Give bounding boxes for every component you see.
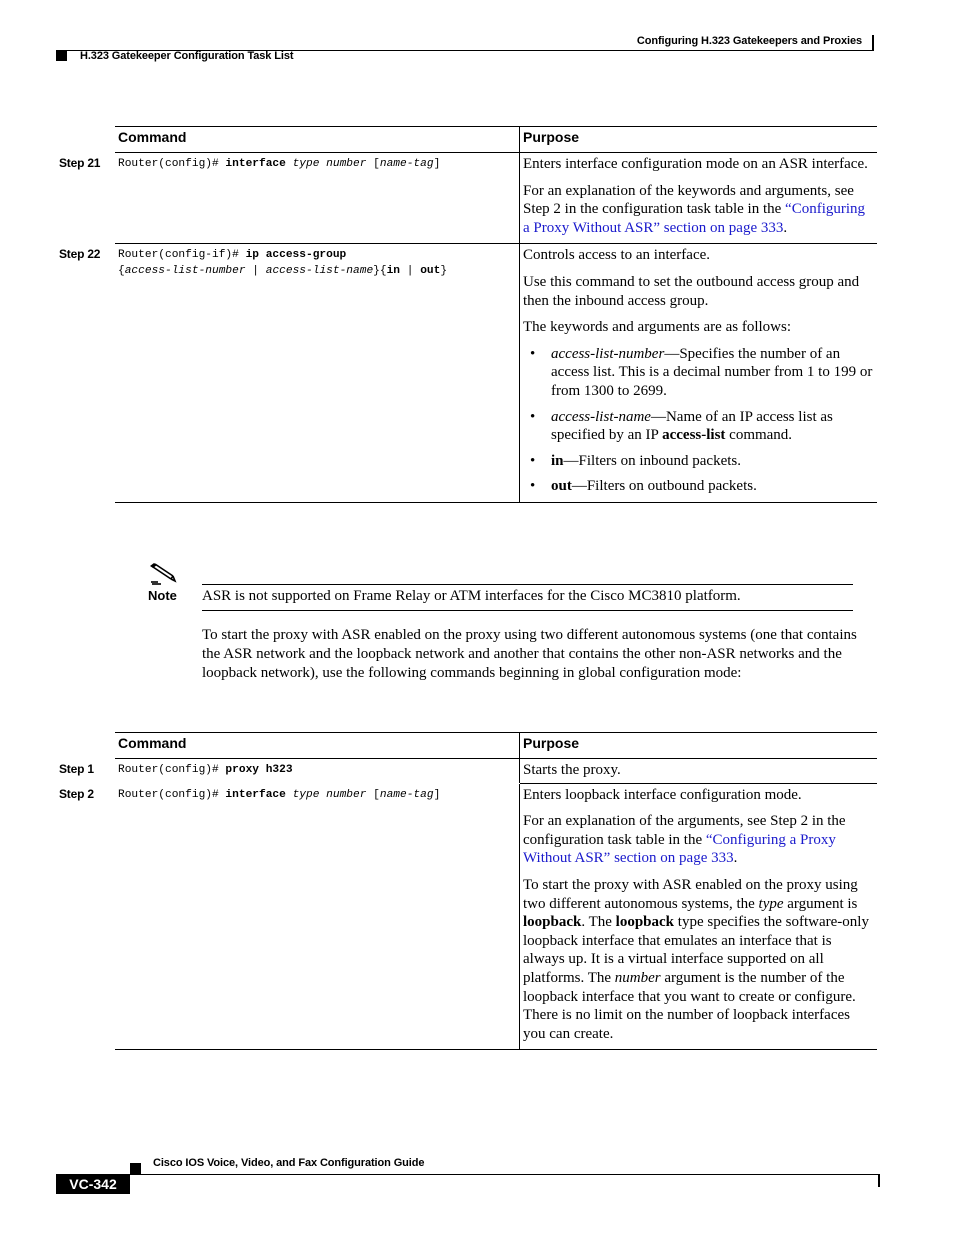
keyword-description: —Filters on outbound packets. <box>571 478 757 495</box>
purpose-cell <box>520 244 877 502</box>
cli-prompt: Router(config)# <box>118 788 226 801</box>
cli-keyword: out <box>420 265 441 278</box>
purpose-cell <box>520 153 877 243</box>
cli-line <box>118 247 516 263</box>
cli-keyword: proxy h323 <box>225 764 293 776</box>
argument-term: type <box>758 895 784 912</box>
command-cell <box>115 153 520 243</box>
cli-args: type number <box>285 788 374 801</box>
cli-line <box>118 263 516 279</box>
cli-prompt: Router(config)# <box>118 158 226 170</box>
keyword-description: —Filters on inbound packets. <box>563 452 741 469</box>
table-row <box>59 153 877 244</box>
list-item <box>523 345 874 401</box>
cli-separator: | <box>245 265 266 278</box>
cli-prompt: Router(config)# <box>118 764 226 776</box>
note-rule-bottom <box>202 610 853 611</box>
purpose-text <box>523 182 874 238</box>
purpose-text-run: To start the proxy with ASR enabled on the proxy using two different autonomous systems, the <box>523 876 858 912</box>
cross-reference-link[interactable]: “Configuring a Proxy Without ASR” section on page 333 <box>523 201 866 236</box>
cli-bracket-open: [ <box>373 788 380 801</box>
keyword-term: in <box>551 452 564 469</box>
argument-term: access-list-name <box>551 408 651 425</box>
keyword-term: out <box>551 478 572 495</box>
cli-brace: { <box>118 265 125 278</box>
argument-description: —Name of an IP access list as specified by an IP <box>551 408 833 444</box>
command-cell <box>115 244 520 502</box>
purpose-text: Controls access to an interface. <box>523 247 711 264</box>
cli-optional-arg: name-tag <box>379 788 434 801</box>
purpose-text <box>523 812 874 868</box>
cli-keyword: interface <box>225 158 286 170</box>
cli-keyword: ip access-group <box>245 249 347 262</box>
footer-rule <box>130 1174 880 1175</box>
column-header-command: Command <box>115 127 520 152</box>
column-header-purpose: Purpose <box>523 129 580 145</box>
list-item <box>523 477 874 496</box>
command-cell <box>115 759 520 783</box>
guide-title: Cisco IOS Voice, Video, and Fax Configuration Guide <box>153 1157 425 1169</box>
keyword-term: loopback <box>615 914 675 931</box>
section-title: H.323 Gatekeeper Configuration Task List <box>80 50 294 62</box>
note-label: Note <box>148 588 177 603</box>
table-header <box>115 732 877 759</box>
cli-args: type number <box>285 158 374 170</box>
purpose-text-run: argument is <box>783 895 858 912</box>
cli-prompt: Router(config-if)# <box>118 249 246 262</box>
argument-list <box>523 345 874 496</box>
argument-term: number <box>614 969 661 986</box>
list-item <box>523 452 874 471</box>
command-table-1 <box>59 126 877 503</box>
note-rule-top <box>202 584 853 585</box>
footer-tick <box>878 1174 880 1187</box>
chapter-title: Configuring H.323 Gatekeepers and Proxies <box>636 35 862 47</box>
argument-term: access-list-number <box>551 345 665 362</box>
cli-bracket-open: [ <box>373 158 380 170</box>
purpose-text: Use this command to set the outbound access group and then the inbound access group. <box>523 273 860 309</box>
table-row <box>59 759 877 783</box>
purpose-text-run: . <box>733 850 738 867</box>
purpose-cell <box>520 759 877 783</box>
command-cell <box>115 784 520 1050</box>
cli-keyword: in <box>386 265 401 278</box>
purpose-text-run: argument is the number of the loopback interface that you want to create or configure. There is no limit on the number of loopback interfaces you can create. <box>523 969 856 1042</box>
cli-brace: } <box>440 265 448 278</box>
table-row <box>59 244 877 503</box>
purpose-text <box>523 876 874 1043</box>
purpose-cell <box>520 784 877 1050</box>
purpose-text-run: type specifies the software-only loopback interface that emulates an interface that is always up. It is a virtual interface supported on all platforms. The <box>523 914 869 986</box>
argument-description: command. <box>725 427 793 444</box>
list-item <box>523 408 874 445</box>
cli-separator: | <box>400 265 421 278</box>
page-number: VC-342 <box>56 1174 130 1194</box>
cross-reference-link[interactable]: “Configuring a Proxy Without ASR” section on page 333 <box>523 831 836 867</box>
header-marker <box>56 50 67 61</box>
step-label: Step 1 <box>59 762 94 776</box>
step-label: Step 2 <box>59 786 94 801</box>
note-text: ASR is not supported on Frame Relay or ATM interfaces for the Cisco MC3810 platform. <box>202 588 741 604</box>
purpose-text-run: . <box>783 219 788 236</box>
table-header <box>115 126 877 153</box>
column-header-command: Command <box>115 733 520 758</box>
purpose-text-run: For an explanation of the arguments, see Step 2 in the configuration task table in the <box>523 813 846 848</box>
cli-arg: access-list-name <box>265 265 374 278</box>
cli-keyword: interface <box>225 788 286 801</box>
command-name: access-list <box>662 427 726 444</box>
cli-bracket-close: ] <box>433 158 441 170</box>
purpose-text: Enters loopback interface configuration mode. <box>523 786 802 803</box>
step-label: Step 22 <box>59 247 101 262</box>
argument-description: —Specifies the number of an access list. This is a decimal number from 1 to 199 or from 1300 to 2699. <box>551 345 873 399</box>
body-paragraph: To start the proxy with ASR enabled on the proxy using two different autonomous systems (one that contains the ASR network and the loopback network and another that contains the other non-ASR networks and the loopback network), use the following commands beginning in global configuration mode: <box>202 627 857 681</box>
header-tick <box>872 35 874 50</box>
cli-arg: access-list-number <box>124 265 246 278</box>
command-table-2 <box>59 732 877 1050</box>
step-label: Step 21 <box>59 156 101 170</box>
keyword-term: loopback <box>523 914 582 931</box>
purpose-text: The keywords and arguments are as follows: <box>523 319 791 336</box>
cli-bracket-close: ] <box>433 788 441 801</box>
purpose-text-run: . The <box>581 914 616 931</box>
pencil-note-icon <box>149 563 177 585</box>
cli-brace: }{ <box>373 265 387 278</box>
purpose-text: Enters interface configuration mode on an ASR interface. <box>523 156 868 172</box>
table-row <box>59 784 877 1051</box>
cli-optional-arg: name-tag <box>379 158 434 170</box>
purpose-text: Starts the proxy. <box>523 762 621 778</box>
footer-marker <box>130 1163 141 1174</box>
purpose-text-run: For an explanation of the keywords and arguments, see Step 2 in the configuration task table in the <box>523 182 854 218</box>
column-header-purpose: Purpose <box>523 735 580 751</box>
